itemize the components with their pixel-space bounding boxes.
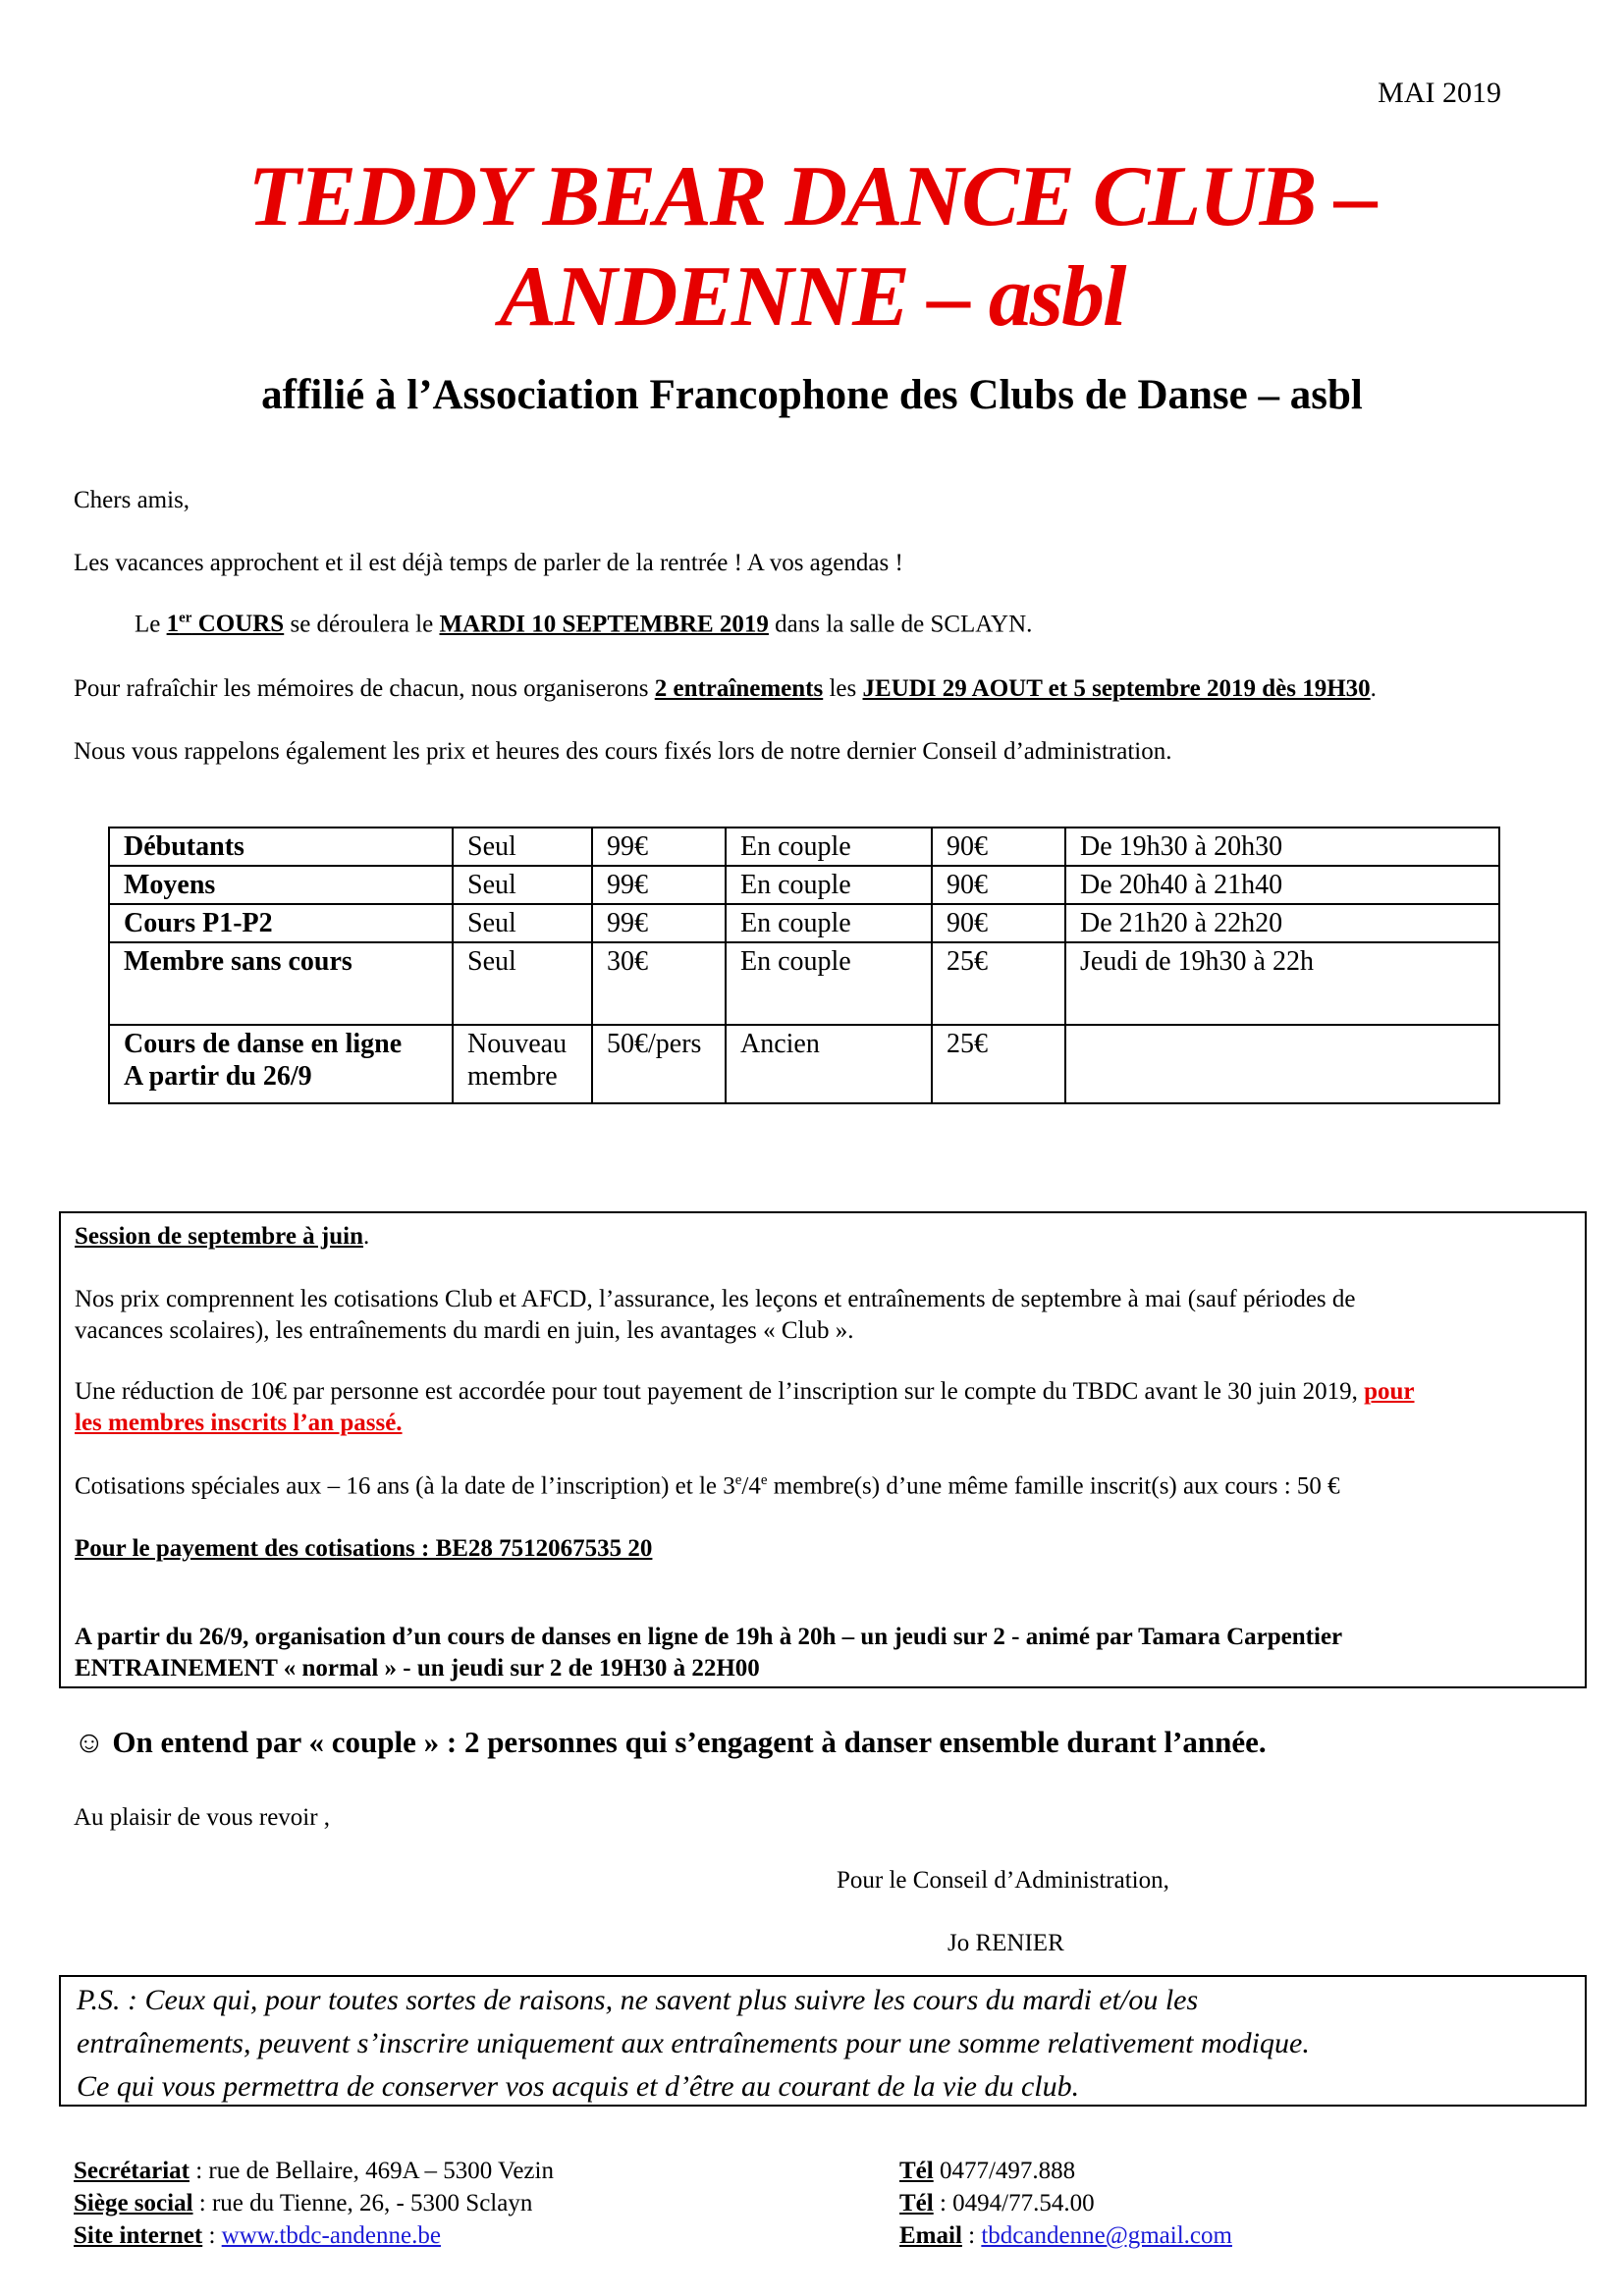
siege-label: Siège social (74, 2190, 193, 2216)
price-cell-schedule: De 21h20 à 22h20 (1065, 904, 1499, 942)
session-info-box (59, 1211, 1587, 1688)
footer-tel-2 (899, 2190, 1095, 2217)
session-reduction-line-1 (75, 1378, 1414, 1406)
first-course-sup: er (179, 611, 192, 626)
club-title-line-1: TEDDY BEAR DANCE CLUB – (247, 149, 1377, 244)
footer-tel-1 (899, 2158, 1075, 2185)
price-cell-type-1: Nouveau membre (453, 1025, 592, 1103)
price-cell-price-2: 90€ (932, 904, 1065, 942)
price-cell-category: Moyens (109, 866, 453, 904)
price-row-cours-ligne (109, 1025, 1499, 1103)
greeting: Chers amis, (74, 487, 190, 513)
trainings-pre: Pour rafraîchir les mémoires de chacun, nous organiserons (74, 675, 655, 702)
siege-address: : rue du Tienne, 26, - 5300 Sclayn (192, 2190, 533, 2216)
reminder-paragraph: Nous vous rappelons également les prix et heures des cours fixés lors de notre dernier Conseil d’administration. (74, 738, 1172, 765)
footer-email (899, 2222, 1232, 2250)
price-row-debutants (109, 828, 1499, 866)
first-course-mid: se déroulera le (284, 611, 440, 638)
ps-line-3: Ce qui vous permettra de conserver vos acquis et d’être au courant de la vie du club. (77, 2070, 1080, 2103)
session-reduction-text: Une réduction de 10€ par personne est accordée pour tout payement de l’inscription sur le compte du TBDC avant le 30 juin 2019, (75, 1378, 1365, 1405)
price-cell-type-1: Seul (453, 904, 592, 942)
first-course-date: MARDI 10 SEPTEMBRE 2019 (439, 611, 769, 638)
ps-line-2: entraînements, peuvent s’inscrire uniquement aux entraînements pour une somme relativement modique. (77, 2027, 1310, 2059)
first-course-word: COURS (191, 611, 285, 638)
site-sep: : (202, 2222, 222, 2249)
special-fees-mid: /4 (741, 1472, 761, 1500)
footer-site (74, 2222, 441, 2250)
normal-training-note: ENTRAINEMENT « normal » - un jeudi sur 2 de 19H30 à 22H00 (75, 1655, 760, 1682)
signature-name: Jo RENIER (947, 1930, 1064, 1956)
session-title-line (75, 1223, 369, 1251)
price-cell-schedule: De 20h40 à 21h40 (1065, 866, 1499, 904)
price-row-moyens (109, 866, 1499, 904)
price-cell-category: Cours de danse en ligne A partir du 26/9 (109, 1025, 453, 1103)
price-row-cours-p1-p2 (109, 904, 1499, 942)
session-title-post: . (363, 1223, 370, 1250)
price-cell-category: Débutants (109, 828, 453, 866)
footer-siege (74, 2190, 532, 2217)
signature-for: Pour le Conseil d’Administration, (837, 1867, 1169, 1894)
session-prices-line-1: Nos prix comprennent les cotisations Club et AFCD, l’assurance, les leçons et entraînements de septembre à mai (sauf périodes de (75, 1286, 1356, 1312)
session-title: Session de septembre à juin (75, 1223, 364, 1250)
price-cell-type-1: Seul (453, 866, 592, 904)
price-cell-type-1: Seul (453, 942, 592, 1025)
price-table-body (109, 828, 1499, 1103)
secretariat-address: : rue de Bellaire, 469A – 5300 Vezin (189, 2158, 554, 2184)
first-course-label (167, 611, 285, 637)
price-cell-schedule: Jeudi de 19h30 à 22h (1065, 942, 1499, 1025)
price-cell-schedule: De 19h30 à 20h30 (1065, 828, 1499, 866)
intro-paragraph: Les vacances approchent et il est déjà temps de parler de la rentrée ! A vos agendas ! (74, 550, 903, 576)
first-course-number: 1 (166, 611, 180, 638)
price-cell-price-1: 99€ (592, 904, 726, 942)
price-cell-price-2: 25€ (932, 1025, 1065, 1103)
club-title-line-2: ANDENNE – asbl (499, 249, 1125, 345)
trainings-mid: les (823, 675, 863, 702)
affiliation-subtitle: affilié à l’Association Francophone des Clubs de Danse – asbl (261, 372, 1363, 418)
price-cell-type-1: Seul (453, 828, 592, 866)
price-cell-type-2: En couple (726, 866, 932, 904)
session-reduction-red-2: les membres inscrits l’an passé. (75, 1410, 403, 1436)
special-fees-pre: Cotisations spéciales aux – 16 ans (à la date de l’inscription) et le 3 (75, 1472, 735, 1500)
price-cell-category: Cours P1-P2 (109, 904, 453, 942)
price-cell-category: Membre sans cours (109, 942, 453, 1025)
price-row-membre-sans-cours (109, 942, 1499, 1025)
trainings-dates: JEUDI 29 AOUT et 5 septembre 2019 dès 19H30 (862, 675, 1371, 702)
price-cell-type-2: En couple (726, 942, 932, 1025)
email-link[interactable]: tbdcandenne@gmail.com (981, 2222, 1232, 2249)
first-course-post: dans la salle de SCLAYN. (768, 611, 1033, 638)
ps-line-1: P.S. : Ceux qui, pour toutes sortes de raisons, ne savent plus suivre les cours du mardi et/ou les (77, 1984, 1199, 2016)
price-cell-price-2: 25€ (932, 942, 1065, 1025)
couple-definition: ☺ On entend par « couple » : 2 personnes qui s’engagent à danser ensemble durant l’année. (74, 1725, 1267, 1759)
footer-secretariat (74, 2158, 554, 2185)
price-cell-schedule (1065, 1025, 1499, 1103)
site-label: Site internet (74, 2222, 203, 2249)
price-cell-price-1: 30€ (592, 942, 726, 1025)
trainings-paragraph (74, 675, 1377, 703)
tel-2-label: Tél (899, 2190, 934, 2216)
first-course-paragraph (135, 611, 1032, 638)
price-cell-price-1: 50€/pers (592, 1025, 726, 1103)
price-table (108, 827, 1500, 1104)
secretariat-label: Secrétariat (74, 2158, 189, 2184)
special-fees-sup-2: e (760, 1472, 768, 1488)
online-course-note: A partir du 26/9, organisation d’un cours de danses en ligne de 19h à 20h – un jeudi sur 2 - animé par Tamara Carpentier (75, 1624, 1343, 1650)
price-cell-price-2: 90€ (932, 866, 1065, 904)
session-reduction-red-1: pour (1364, 1378, 1415, 1405)
trainings-count: 2 entraînements (654, 675, 824, 702)
price-cell-price-1: 99€ (592, 866, 726, 904)
price-cell-price-1: 99€ (592, 828, 726, 866)
price-cell-type-2: Ancien (726, 1025, 932, 1103)
email-sep: : (961, 2222, 982, 2249)
price-cell-price-2: 90€ (932, 828, 1065, 866)
price-cell-type-2: En couple (726, 904, 932, 942)
special-fees-post: membre(s) d’une même famille inscrit(s) aux cours : 50 € (767, 1472, 1340, 1500)
tel-1-label: Tél (899, 2158, 934, 2184)
tel-1-number: 0477/497.888 (933, 2158, 1076, 2184)
special-fees-sup-1: e (734, 1472, 742, 1488)
document-date: MAI 2019 (1378, 77, 1501, 109)
email-label: Email (899, 2222, 962, 2249)
session-special-fees (75, 1472, 1340, 1500)
first-course-pre: Le (135, 611, 167, 638)
price-cell-type-2: En couple (726, 828, 932, 866)
website-link[interactable]: www.tbdc-andenne.be (221, 2222, 441, 2249)
payment-account: Pour le payement des cotisations : BE28 7512067535 20 (75, 1535, 653, 1562)
session-prices-line-2: vacances scolaires), les entraînements du mardi en juin, les avantages « Club ». (75, 1317, 854, 1344)
trainings-post: . (1370, 675, 1377, 702)
tel-2-number: : 0494/77.54.00 (933, 2190, 1095, 2216)
club-title (0, 147, 1624, 347)
closing-line: Au plaisir de vous revoir , (74, 1804, 331, 1831)
ps-box (59, 1975, 1587, 2107)
